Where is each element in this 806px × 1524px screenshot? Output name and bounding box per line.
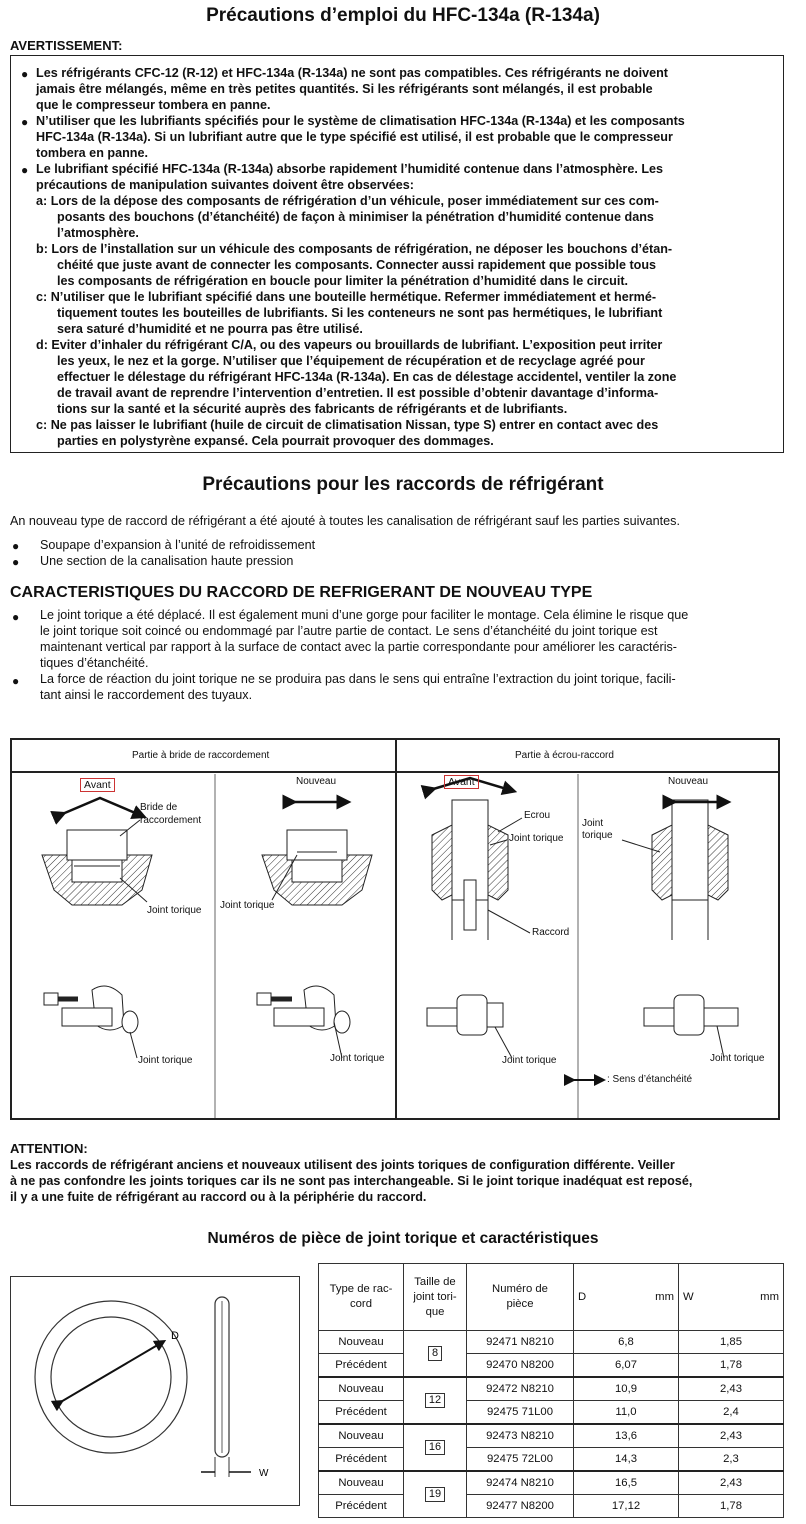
oring-d-label: D — [171, 1330, 179, 1342]
char-line: tant ainsi le raccordement des tuyaux. — [40, 688, 253, 702]
raccord-label: Raccord — [532, 927, 570, 938]
bullet-icon: ● — [12, 610, 20, 624]
joint-torique-label: Joint torique — [330, 1053, 385, 1064]
char-line: le joint torique soit coincé ou endommagé par l’autre partie de contact. Le sens d’étanchéité du joint torique est — [40, 624, 658, 638]
col-size-header: Taille de joint tori- que — [404, 1264, 467, 1331]
intro-text: An nouveau type de raccord de réfrigérant a été ajouté à toutes les canalisation de réfrigérant sauf les parties suivantes. — [10, 514, 680, 528]
warning-label: AVERTISSEMENT: — [10, 38, 123, 53]
section-title-parts: Numéros de pièce de joint torique et caractéristiques — [207, 1230, 599, 1247]
col-number-header: Numéro de pièce — [467, 1264, 574, 1331]
joint-torique-label: Joint torique — [220, 900, 275, 911]
warning-line: effectuer le délestage du réfrigérant HFC-134a (R-134a). En cas de délestage accidentel, ventiler la zone — [57, 370, 677, 384]
exception-item: Une section de la canalisation haute pression — [40, 554, 294, 568]
warning-line: c: N’utiliser que le lubrifiant spécifié dans une bouteille hermétique. Refermer immédiatement et hermé- — [36, 290, 657, 304]
warning-line: les composants de réfrigération en boucle pour limiter la pénétration d’humidité dans le circuit. — [57, 274, 629, 288]
table-row: Précédent 92475 72L00 14,3 2,3 — [319, 1448, 784, 1472]
characteristics-heading: CARACTERISTIQUES DU RACCORD DE REFRIGERANT DE NOUVEAU TYPE — [10, 584, 593, 601]
warning-line: c: Ne pas laisser le lubrifiant (huile de circuit de climatisation Nissan, type S) entrer en contact avec des — [36, 418, 659, 432]
warning-line: a: Lors de la dépose des composants de réfrigération d’un véhicule, poser immédiatement sur ces com- — [36, 194, 659, 208]
warning-line: jamais être mélangés, même en très petites quantités. Si les réfrigérants sont mélangés, il est probable — [36, 82, 653, 96]
bullet-icon: ● — [21, 115, 29, 129]
col-d-header: D mm — [574, 1264, 679, 1331]
warning-box — [10, 55, 784, 453]
warning-line: HFC-134a (R-134a). Si un lubrifiant autre que le type spécifié est utilisé, il est probable que le compresseur — [36, 130, 673, 144]
legend-text: : Sens d’étanchéité — [607, 1074, 693, 1085]
warning-line: posants des bouchons (d’étanchéité) de façon à minimiser la pénétration d’humidité contenue dans — [57, 210, 654, 224]
diagram-drawing — [12, 740, 778, 1118]
joint-torique-label: Joint torique — [710, 1053, 765, 1064]
oring-diagram — [10, 1276, 300, 1506]
attention-label: ATTENTION: — [10, 1141, 88, 1156]
size-badge: 16 — [425, 1440, 445, 1455]
attention-line: Les raccords de réfrigérant anciens et nouveaux utilisent des joints toriques de configuration différente. Veiller — [10, 1158, 675, 1172]
col-w-header: W mm — [679, 1264, 784, 1331]
bullet-icon: ● — [12, 539, 20, 553]
joint-torique-label: Joint torique — [509, 833, 564, 844]
torique-label: torique — [582, 830, 613, 841]
table-row: Nouveau 8 92471 N8210 6,8 1,85 — [319, 1331, 784, 1354]
table-row: Précédent 92475 71L00 11,0 2,4 — [319, 1401, 784, 1425]
oring-w-label: W — [259, 1468, 269, 1479]
char-line: maintenant vertical par rapport à la surface de contact avec la partie correspondante pour améliorer les caractéris- — [40, 640, 678, 654]
avant-label: Avant — [80, 778, 115, 792]
warning-line: l’atmosphère. — [57, 226, 139, 240]
warning-line: b: Lors de l’installation sur un véhicule des composants de réfrigération, ne déposer les bouchons d’étan- — [36, 242, 673, 256]
table-row: Précédent 92477 N8200 17,12 1,78 — [319, 1495, 784, 1518]
joint-label: Joint — [582, 818, 604, 829]
warning-line: tions sur la santé et la sécurité auprès des fabricants de réfrigérants et de lubrifiants. — [57, 402, 568, 416]
bullet-icon: ● — [12, 674, 20, 688]
table-row: Nouveau 16 92473 N8210 13,6 2,43 — [319, 1424, 784, 1448]
left-section-header: Partie à bride de raccordement — [132, 750, 270, 761]
joint-torique-label: Joint torique — [147, 905, 202, 916]
size-badge: 12 — [425, 1393, 445, 1408]
char-line: Le joint torique a été déplacé. Il est également muni d’une gorge pour faciliter le montage. Cela élimine le risque que — [40, 608, 689, 622]
warning-line: d: Eviter d’inhaler du réfrigérant C/A, ou des vapeurs ou brouillards de lubrifiant. L’exposition peut irriter — [36, 338, 663, 352]
avant-label: Avant — [444, 775, 479, 789]
warning-line: N’utiliser que les lubrifiants spécifiés pour le système de climatisation HFC-134a (R-134a) et les composants — [36, 114, 685, 128]
bride-label: Bride de — [140, 802, 178, 813]
table-row: Nouveau 12 92472 N8210 10,9 2,43 — [319, 1377, 784, 1401]
warning-line: tombera en panne. — [36, 146, 148, 160]
warning-line: les yeux, le nez et la gorge. N’utiliser que l’équipement de récupération et de recyclage agréé pour — [57, 354, 645, 368]
warning-line: chéité que juste avant de connecter les composants. Connecter aussi rapidement que possible tous — [57, 258, 657, 272]
nouveau-label: Nouveau — [296, 776, 337, 787]
table-row: Nouveau 19 92474 N8210 16,5 2,43 — [319, 1471, 784, 1495]
bullet-icon: ● — [21, 163, 29, 177]
attention-line: à ne pas confondre les joints toriques car ils ne sont pas interchangeable. Si le joint torique inadéquat est reposé, — [10, 1174, 693, 1188]
page-title: Précautions d’emploi du HFC-134a (R-134a) — [206, 5, 600, 26]
size-badge: 8 — [428, 1346, 442, 1361]
size-badge: 19 — [425, 1487, 445, 1502]
joint-torique-label: Joint torique — [138, 1055, 193, 1066]
table-row: Précédent 92470 N8200 6,07 1,78 — [319, 1354, 784, 1378]
bullet-icon: ● — [12, 555, 20, 569]
warning-line: tiquement toutes les bouteilles de lubrifiants. Si les conteneurs ne sont pas hermétiques, le lubrifiant — [57, 306, 663, 320]
oring-drawing — [11, 1277, 299, 1505]
warning-line: que le compresseur tombera en panne. — [36, 98, 271, 112]
warning-line: précautions de manipulation suivantes doivent être observées: — [36, 178, 414, 192]
ecrou-label: Ecrou — [524, 810, 551, 821]
char-line: tiques d’étanchéité. — [40, 656, 149, 670]
joint-torique-label: Joint torique — [502, 1055, 557, 1066]
warning-line: parties en polystyrène expansé. Cela pourrait provoquer des dommages. — [57, 434, 494, 448]
bride-label-2: raccordement — [140, 815, 202, 826]
parts-table — [318, 1263, 784, 1518]
warning-line: Le lubrifiant spécifié HFC-134a (R-134a) absorbe rapidement l’humidité contenue dans l’atmosphère. Les — [36, 162, 664, 176]
warning-line: Les réfrigérants CFC-12 (R-12) et HFC-134a (R-134a) ne sont pas compatibles. Ces réfrigérants ne doivent — [36, 66, 668, 80]
warning-line: sera saturé d’humidité et ne pourra pas être utilisé. — [57, 322, 363, 336]
attention-line: il y a une fuite de réfrigérant au raccord ou à la périphérie du raccord. — [10, 1190, 427, 1204]
warning-line: de travail avant de reprendre l’intervention d’entretien. Il est possible d’obtenir davantage d’informa- — [57, 386, 659, 400]
right-section-header: Partie à écrou-raccord — [515, 750, 614, 761]
nouveau-label: Nouveau — [668, 776, 709, 787]
fitting-diagram — [10, 738, 780, 1120]
exception-item: Soupape d’expansion à l’unité de refroidissement — [40, 538, 316, 552]
char-line: La force de réaction du joint torique ne se produira pas dans le sens qui entraîne l’extraction du joint torique, facili- — [40, 672, 676, 686]
col-type-header: Type de rac- cord — [319, 1264, 404, 1331]
section-title-raccords: Précautions pour les raccords de réfrigérant — [202, 474, 604, 495]
bullet-icon: ● — [21, 67, 29, 81]
